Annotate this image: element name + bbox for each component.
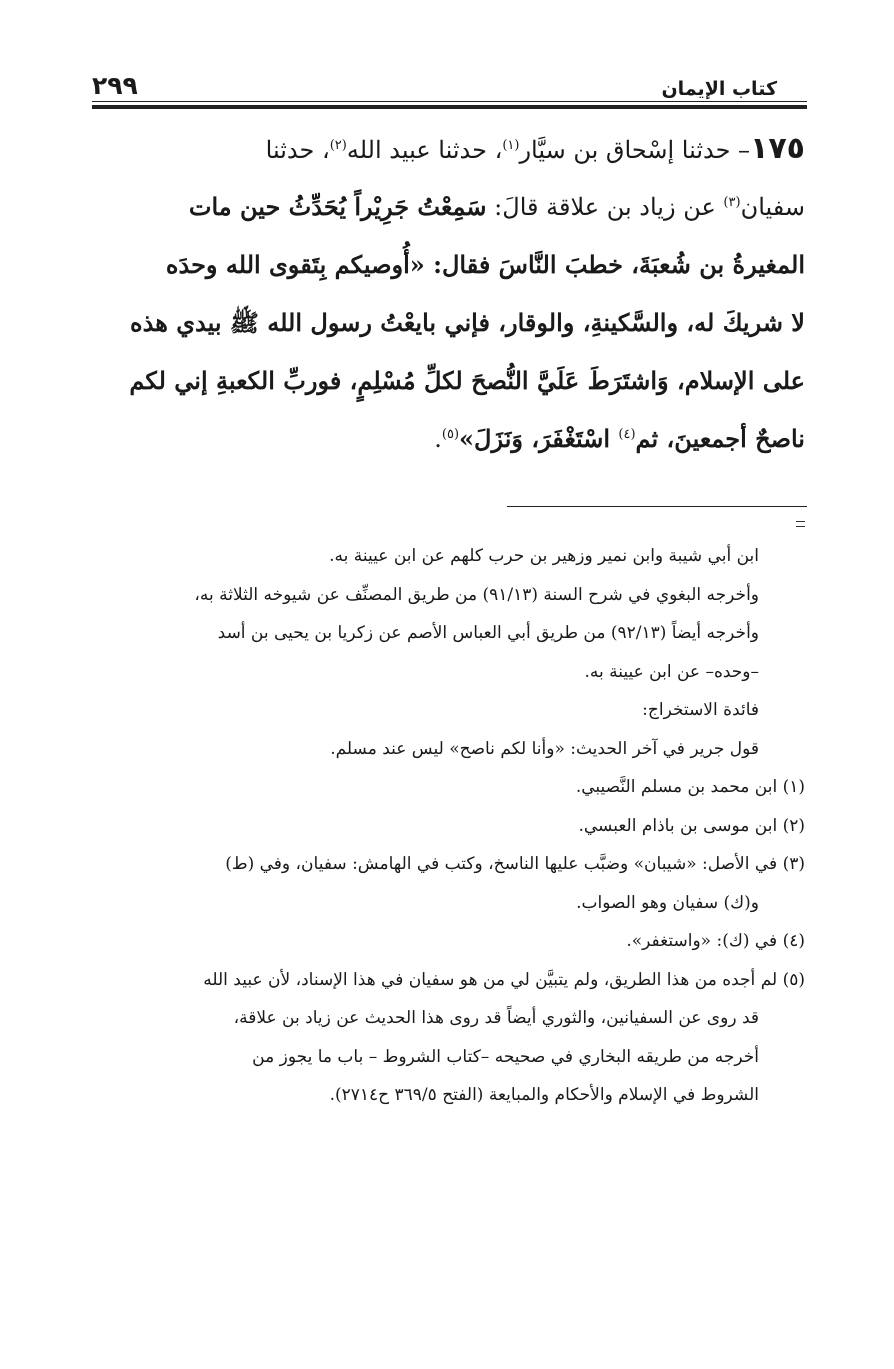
footnote-ref-2: (٢) [329, 138, 347, 153]
header-rule-thin [92, 101, 807, 102]
continuation-mark [796, 521, 805, 527]
hadith-line-6: ناصحٌ أجمعينَ، ثم$^{(٤)}$ اسْتَغْفَرَ، وَنَزَلَ»$^{(٥)}$. [434, 424, 805, 453]
footnote-5: (٥) لم أجده من هذا الطريق، ولم يتبيَّن لي من هو سفيان في هذا الإسناد، لأن عبيد الله [203, 969, 805, 990]
footnote-5-continued: قد روى عن السفيانين، والثوري أيضاً قد روى هذا الحديث عن زياد بن علاقة، [233, 1008, 759, 1028]
hadith-line-5: على الإسلام، وَاشتَرَطَ عَلَيَّ النُّصحَ لكلِّ مُسْلِمٍ، فوربِّ الكعبةِ إني لكم [129, 366, 805, 395]
footnote-4: (٤) في (ك): «واستغفر». [626, 931, 805, 951]
footnote-2: (٢) ابن موسى بن باذام العبسي. [578, 815, 805, 836]
hadith-number: ١٧٥ [750, 131, 805, 166]
footnote-separator [507, 506, 807, 507]
footnote-5-continued: أخرجه من طريقه البخاري في صحيحه –كتاب الشروط – باب ما يجوز من [252, 1046, 759, 1067]
footnote-continued-line: فائدة الاستخراج: [642, 700, 759, 720]
page-number: ٢٩٩ [92, 71, 138, 100]
footnote-continued-line: وأخرجه أيضاً (٩٢/١٣) من طريق أبي العباس الأصم عن زكريا بن يحيى بن أسد [217, 623, 759, 643]
footnote-5-continued: الشروط في الإسلام والأحكام والمبايعة (الفتح ٣٦٩/٥ ح٢٧١٤). [329, 1085, 759, 1105]
footnote-ref-3: (٣) [723, 195, 741, 210]
hadith-text [95, 120, 805, 468]
footnotes [95, 537, 805, 1115]
hadith-line-3: المغيرةُ بن شُعبَةَ، خطبَ النَّاسَ فقال: «أُوصيكم بِتَقوى الله وحدَه [165, 250, 805, 279]
footnote-ref-4: (٤) [618, 427, 636, 442]
footnote-1: (١) ابن محمد بن مسلم النَّصيبي. [575, 777, 805, 797]
header-rule-thick [92, 105, 807, 109]
running-title: كتاب الإيمان [661, 78, 777, 100]
footnote-continued-line: –وحده– عن ابن عيينة به. [584, 661, 759, 682]
footnote-continued-line: وأخرجه البغوي في شرح السنة (٩١/١٣) من طريق المصنِّف عن شيوخه الثلاثة به، [194, 584, 759, 605]
footnote-ref-5: (٥) [441, 427, 460, 442]
hadith-line-1: ١٧٥– حدثنا إسْحاق بن سيَّار$^{(١)}$، حدثنا عبيد الله$^{(٢)}$، حدثنا [265, 131, 805, 166]
footnote-continued-line: ابن أبي شيبة وابن نمير وزهير بن حرب كلهم عن ابن عيينة به. [329, 546, 759, 566]
footnote-continued-line: قول جرير في آخر الحديث: «وأنا لكم ناصح» ليس عند مسلم. [330, 738, 759, 759]
footnote-ref-1: (١) [502, 138, 520, 153]
hadith-line-2: سفيان$^{(٣)}$ عن زياد بن علاقة قالَ: سَمِعْتُ جَرِيْراً يُحَدِّثُ حين مات [188, 192, 805, 221]
footnote-3-continued: و(ك) سفيان وهو الصواب. [576, 892, 759, 913]
footnote-3: (٣) في الأصل: «شيبان» وضبَّب عليها الناسخ، وكتب في الهامش: سفيان، وفي (ط) [225, 854, 805, 874]
hadith-line-4: لا شريكَ له، والسَّكينةِ، والوقار، فإني بايعْتُ رسول الله ﷺ بيدي هذه [130, 308, 805, 337]
page-header [92, 70, 807, 100]
